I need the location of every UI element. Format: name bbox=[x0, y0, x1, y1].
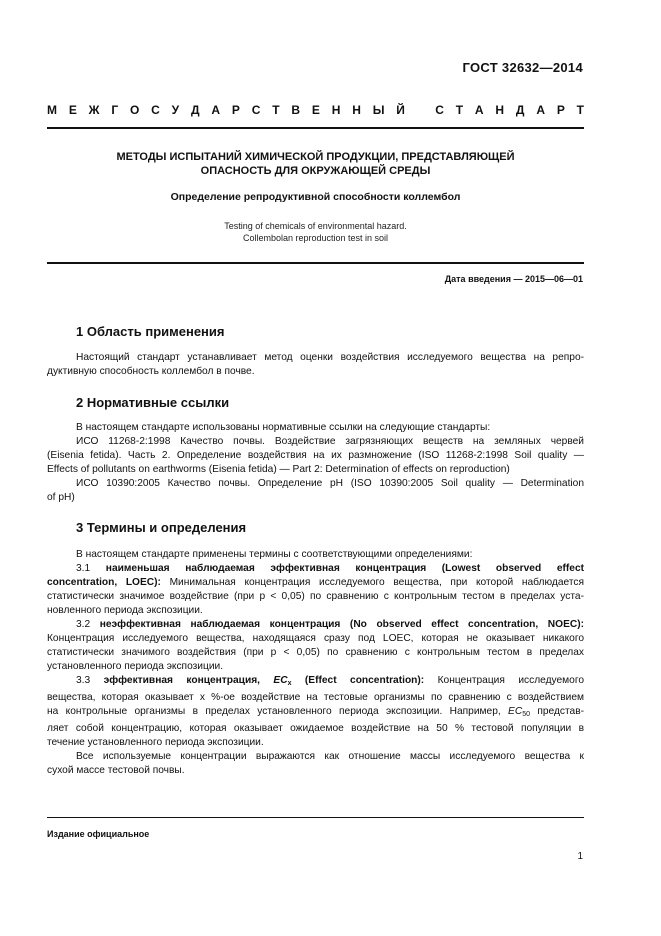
banner-letter: Е bbox=[68, 103, 77, 117]
banner-letter: А bbox=[474, 103, 484, 117]
section-3-body: В настоящем стандарте применены термины с соответствующими определениями: 3.1 наименьшая наблюдаемая эффективная концентрация (Lowest observed effect concentration, LOEC): Минимальная концентрация исследуемого вещества, при которой наблюдается статистически значимое воздействие (при p < 0,05) по сравнению с контрольным тестом в пределах уста- новленного периода экспозиции. 3.2 неэффективная наблюдаемая концентрация (No observed effect concentration, NOEC): Концентрация исследуемого вещества, находящаяся сразу под LOEC, которая не оказывает никакого статистически значимого воздействия (при p < 0,05) по сравнению с контрольным тестом в пределах установленного периода экспозиции. 3.3 эффективная концентрация, $EC_x$ (Effect concentration): Концентрация исследуемого вещества, которая оказывает x %-ое воздействие на тестовые организмы по сравнению с воздействием на контрольные организмы в пределах установленного периода экспозиции. Например, $EC_{50}$ представ- ляет собой концентрацию, которая оказывает ожидаемое воздействие на 50 % тестовой популяции в течение установленного периода экспозиции. Все используемые концентрации выражаются как отношение массы исследуемого вещества к сухой массе тестовой почвы. bbox=[47, 549, 585, 776]
banner-letter: С bbox=[435, 103, 444, 117]
banner-letter: А bbox=[211, 103, 221, 117]
banner-letter: М bbox=[47, 103, 57, 117]
banner-letter: У bbox=[171, 103, 180, 117]
section-3-heading: 3 Термины и определения bbox=[76, 520, 247, 535]
banner-letter bbox=[417, 103, 424, 117]
banner-letter: Й bbox=[396, 103, 405, 117]
english-title bbox=[47, 220, 584, 244]
term-3-1: 3.1 наименьшая наблюдаемая эффективная концентрация (Lowest observed effect bbox=[76, 563, 584, 574]
document-subtitle: Определение репродуктивной способности коллембол bbox=[170, 191, 461, 203]
section-1-heading: 1 Область применения bbox=[76, 324, 225, 339]
term-3-2: 3.2 неэффективная наблюдаемая концентрация (No observed effect concentration, NOEC): bbox=[76, 619, 585, 630]
banner-letter: Г bbox=[111, 103, 119, 117]
term-3-3: 3.3 эффективная концентрация, $EC_x$ (Effect concentration): Концентрация исследуемого bbox=[76, 675, 584, 687]
interstate-standard-banner bbox=[47, 103, 584, 117]
english-title-line-2: Collembolan reproduction test in soil bbox=[242, 233, 389, 243]
page-number: 1 bbox=[577, 851, 583, 862]
introduction-date: Дата введения — 2015—06—01 bbox=[444, 274, 583, 284]
section-1-paragraph: Настоящий стандарт устанавливает метод оценки воздействия исследуемого вещества на репро- дуктивную способность коллембол в почве. bbox=[47, 352, 584, 377]
banner-letter: Ж bbox=[88, 103, 100, 117]
banner-letter: Н bbox=[352, 103, 361, 117]
banner-letter: Т bbox=[576, 103, 584, 117]
banner-letter: Ы bbox=[372, 103, 385, 117]
banner-letter: Р bbox=[556, 103, 565, 117]
banner-letter: О bbox=[130, 103, 140, 117]
title-line-1: МЕТОДЫ ИСПЫТАНИЙ ХИМИЧЕСКОЙ ПРОДУКЦИИ, ПРЕДСТАВЛЯЮЩЕЙ bbox=[116, 151, 515, 163]
banner-letter: Т bbox=[272, 103, 280, 117]
title-line-2: ОПАСНОСТЬ ДЛЯ ОКРУЖАЮЩЕЙ СРЕДЫ bbox=[200, 165, 431, 177]
document-title bbox=[47, 150, 584, 178]
banner-letter: Н bbox=[495, 103, 505, 117]
banner-letter: Н bbox=[331, 103, 341, 117]
standard-number: ГОСТ 32632—2014 bbox=[462, 60, 583, 75]
banner-letter: Д bbox=[515, 103, 525, 117]
english-title-line-1: Testing of chemicals of environmental hazard. bbox=[224, 221, 407, 231]
section-2-heading: 2 Нормативные ссылки bbox=[76, 395, 230, 410]
banner-letter: Е bbox=[311, 103, 320, 117]
official-edition-label: Издание официальное bbox=[47, 829, 150, 839]
banner-letter: Д bbox=[190, 103, 200, 117]
banner-letter: В bbox=[291, 103, 301, 117]
banner-letter: С bbox=[251, 103, 261, 117]
banner-letter: Р bbox=[231, 103, 240, 117]
middle-rule bbox=[47, 262, 584, 264]
section-2-body: В настоящем стандарте использованы нормативные ссылки на следующие стандарты: ИСО 11268-2:1998 Качество почвы. Воздействие загрязняющих веществ на земляных червей (Eisenia fetida). Часть 2. Определение воздействия на их размножение (ISO 11268-2:1998 Soil quality — Effects of pollutants on earthworms (Eisenia fetida) — Part 2: Determination of effects on reproduction) ИСО 10390:2005 Качество почвы. Определение pH (ISO 10390:2005 Soil quality — Determination of pH) bbox=[47, 422, 584, 503]
banner-letter: Т bbox=[455, 103, 464, 117]
footer-rule bbox=[47, 817, 584, 818]
banner-letter: А bbox=[536, 103, 545, 117]
top-rule bbox=[47, 127, 584, 129]
banner-letter: С bbox=[151, 103, 160, 117]
